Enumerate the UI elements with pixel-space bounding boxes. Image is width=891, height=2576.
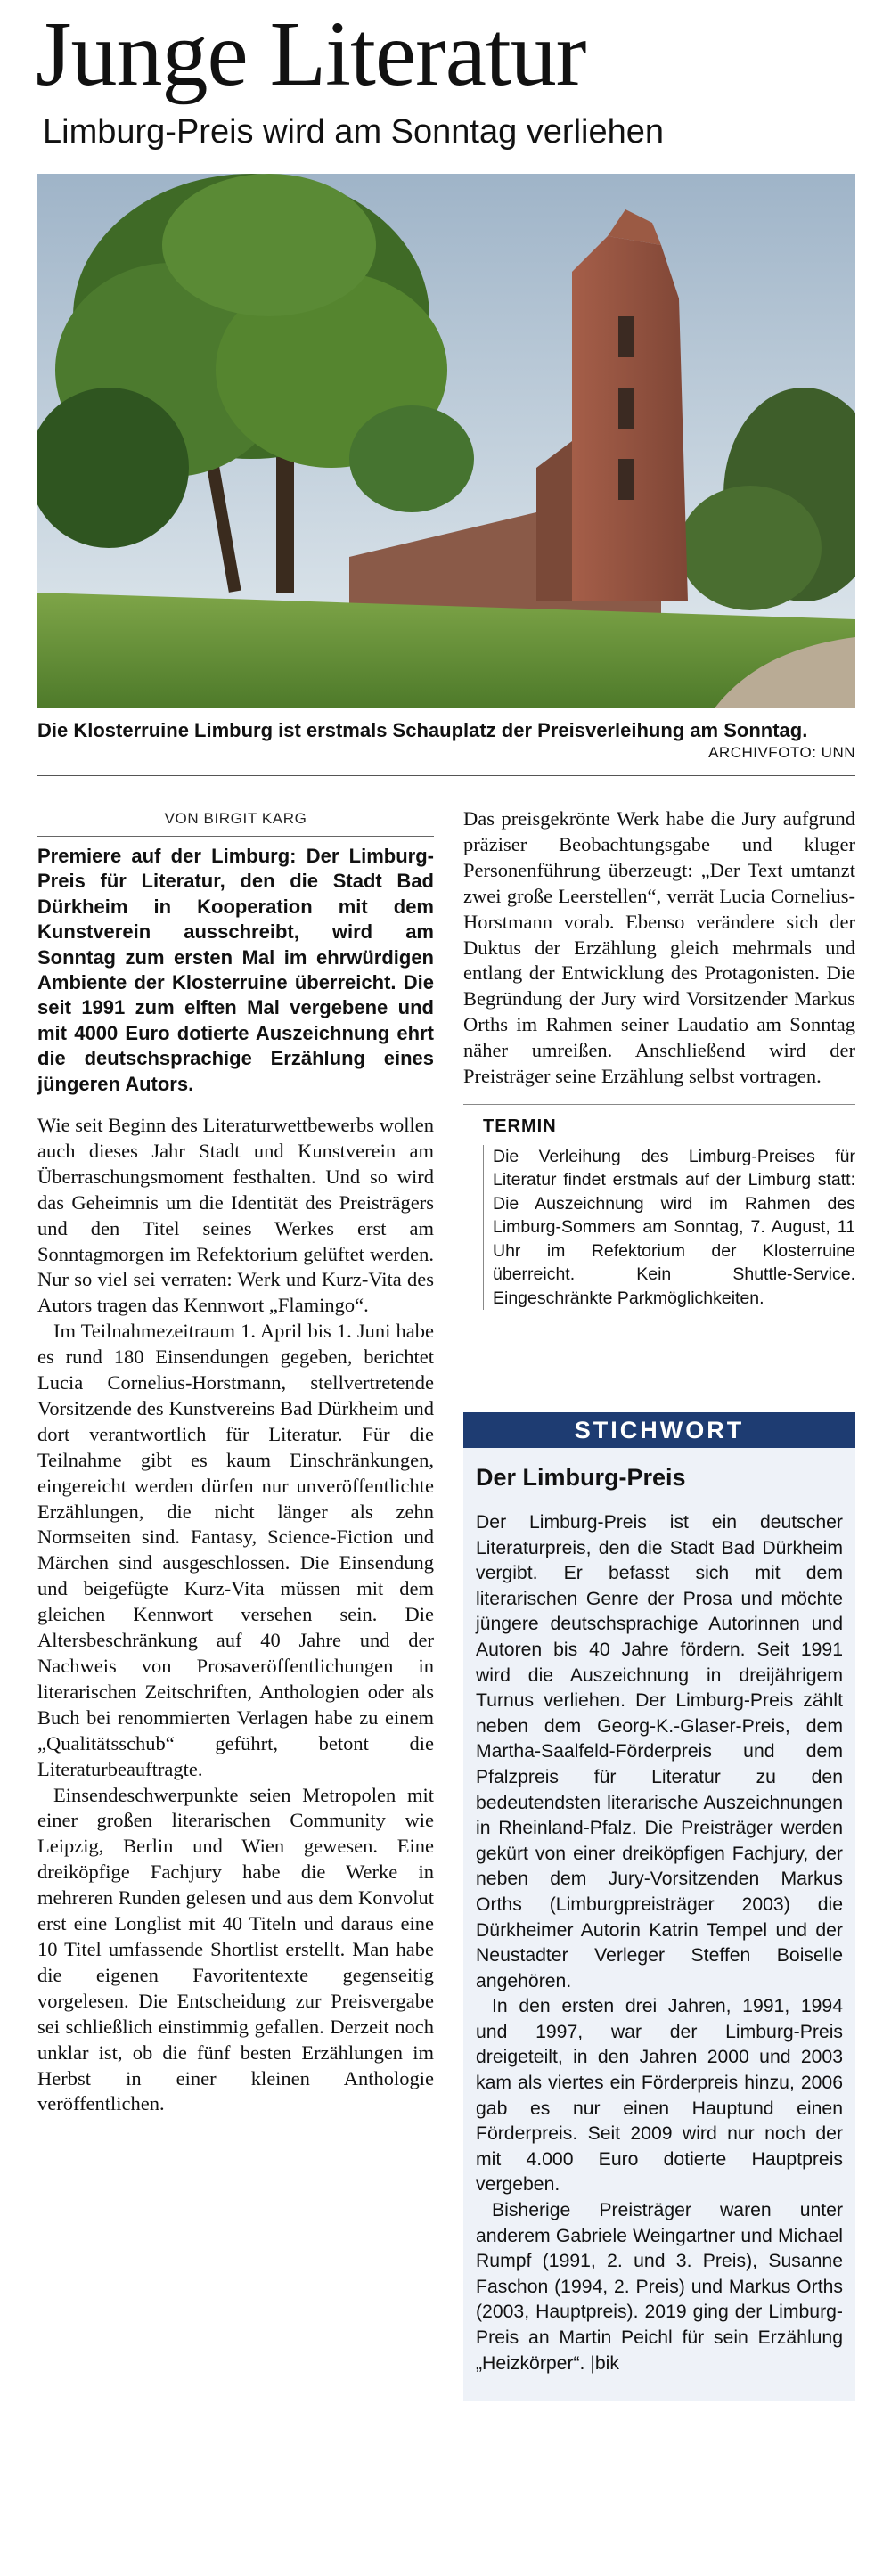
stichwort-banner: STICHWORT [463, 1412, 855, 1448]
stichwort-title: Der Limburg-Preis [476, 1464, 686, 1491]
article-column-2 [463, 806, 855, 1310]
body-paragraph: Das preisgekrönte Werk habe die Jury aufgrund präziser Beobachtungsgabe und kluger Personenführung überzeugt: „Der Text umtanzt zwei große Leerstellen“, verrät Lucia Cornelius-Horstmann vorab. Ebenso verändere sich der Duktus der Erzählung gleich mehrmals und entlang der Entwicklung des Protagonisten. Die Begründung der Jury wird Vorsitzender Markus Orths im Rahmen seiner Laudatio am Sonntag näher umreißen. Anschließend wird der Preisträger seine Erzählung selbst vortragen. [463, 807, 855, 1088]
stichwort-paragraph: In den ersten drei Jahren, 1991, 1994 und 1997, war der Limburg-Preis dreigeteilt, in den Jahren 2000 und 2003 kam als viertes ein Förderpreis hinzu, 2006 gab es nur einen Hauptund einen Förderpreis. Seit 2009 wird nur noch der mit 4.000 Euro dotierte Hauptpreis vergeben. [476, 1996, 843, 2196]
body-paragraph: Einsendeschwerpunkte seien Metropolen mit einer großen literarischen Community wie Leipzig, Berlin und Wien gewesen. Eine dreiköpfige Fachjury habe die Werke in mehreren Runden gelesen und aus dem Konvolut erst eine Longlist mit 40 Titeln und daraus eine 10 Titel umfassende Shortlist erstellt. Man habe die eigenen Favoritentexte gegenseitig vorgelesen. Die Entscheidung zur Preisvergabe sei schließlich einstimmig gefallen. Derzeit noch unklar ist, ob die fünf besten Erzählungen im Herbst in einer kleinen Anthologie veröffentlichen. [37, 1783, 434, 2115]
body-paragraph: Im Teilnahmezeitraum 1. April bis 1. Juni habe es rund 180 Einsendungen gegeben, berichtet Lucia Cornelius-Horstmann, stellvertretende Vorsitzende des Kunstvereins Bad Dürkheim und dort verantwortlich für Literatur. Für die Teilnahme gibt es kaum Einschränkungen, eingereicht werden dürfen nur unveröffentlichte Erzählungen, die nicht länger als zehn Normseiten sind. Fantasy, Science-Fiction und Märchen sind ausgeschlossen. Die Einsendung und beigefügte Kurz-Vita müssen mit dem gleichen Kennwort versehen sein. Die Altersbeschränkung auf 40 Jahre und der Nachweis von Prosaveröffentlichungen in literarischen Zeitschriften, Anthologien oder als Buch bei renommierten Verlagen habe zu einem „Qualitätsschub“ geführt, betont die Literaturbeauftragte. [37, 1320, 434, 1780]
article-body-continued [463, 806, 855, 1090]
lead-paragraph: Premiere auf der Limburg: Der Limburg-Preis für Literatur, den die Stadt Bad Dürkheim in Kooperation mit dem Kunstverein ausschreibt, wird am Sonntag zum ersten Mal im ehrwürdigen Ambiente der Klosterruine überreicht. Die seit 1991 zum elften Mal vergebene und mit 4000 Euro dotierte Auszeichnung ehrt die deutschsprachige Erzählung eines jüngeren Autors. [37, 844, 434, 1095]
divider [37, 775, 855, 776]
stichwort-paragraph: Der Limburg-Preis ist ein deutscher Literaturpreis, den die Stadt Bad Dürkheim vergibt. Er befasst sich mit dem literarischen Genre der Prosa und möchte jüngere deutschsprachige Autorinnen und Autoren bis 40 Jahre fördern. Seit 1991 wird die Auszeichnung in dreijährigem Turnus verliehen. Der Limburg-Preis zählt neben dem Georg-K.-Glaser-Preis, dem Martha-Saalfeld-Förderpreis und dem Pfalzpreis für Literatur zu den bedeutendsten literarische Auszeichnungen in Rheinland-Pfalz. Die Preisträger werden gekürt von einer dreiköpfigen Fachjury, der neben dem Jury-Vorsitzenden Markus Orths (Limburgpreisträger 2003) die Dürkheimer Autorin Katrin Tempel und der Neustadter Verleger Steffen Boiselle angehören. [476, 1512, 843, 1991]
termin-box [463, 1104, 855, 1310]
body-paragraph: Wie seit Beginn des Literaturwettbewerbs wollen auch dieses Jahr Stadt und Kunstverein am Überraschungsmoment festhalten. Und so wird das Geheimnis um die Identität des Preisträgers und den Titel seines Werkes erst am Sonntagmorgen im Refektorium gelüftet werden. Nur so viel sei verraten: Werk und Kurz-Vita des Autors tragen das Kennwort „Flamingo“. [37, 1113, 434, 1317]
termin-heading: TERMIN [483, 1116, 557, 1136]
byline: VON BIRGIT KARG [37, 806, 434, 837]
article-column-1 [37, 806, 434, 2117]
headline: Junge Literatur [36, 3, 586, 105]
stichwort-box [463, 1412, 855, 2401]
termin-text: Die Verleihung des Limburg-Preises für Literatur findet erstmals auf der Limburg statt: Die Auszeichnung wird im Rahmen des Limburg-Sommers am Sonntag, 7. August, 11 Uhr im Refektorium der Klosterruine überreicht. Kein Shuttle-Service. Eingeschränkte Parkmöglichkeiten. [483, 1145, 855, 1311]
article-photo [37, 174, 855, 708]
photo-caption: Die Klosterruine Limburg ist erstmals Schauplatz der Preisverleihung am Sonntag. [37, 719, 808, 741]
article-body [37, 1113, 434, 2117]
photo-credit: ARCHIVFOTO: UNN [708, 744, 855, 761]
subheadline: Limburg-Preis wird am Sonntag verliehen [43, 113, 664, 151]
stichwort-paragraph: Bisherige Preisträger waren unter anderem Gabriele Weingartner und Michael Rumpf (1991, 2. und 3. Preis), Susanne Faschon (1994, 2. Preis) und Markus Orths (2003, Hauptpreis). 2019 ging der Limburg-Preis an Martin Peichl für sein Erzählung „Heizkörper“. |bik [476, 2200, 843, 2374]
stichwort-body [476, 1510, 843, 2376]
